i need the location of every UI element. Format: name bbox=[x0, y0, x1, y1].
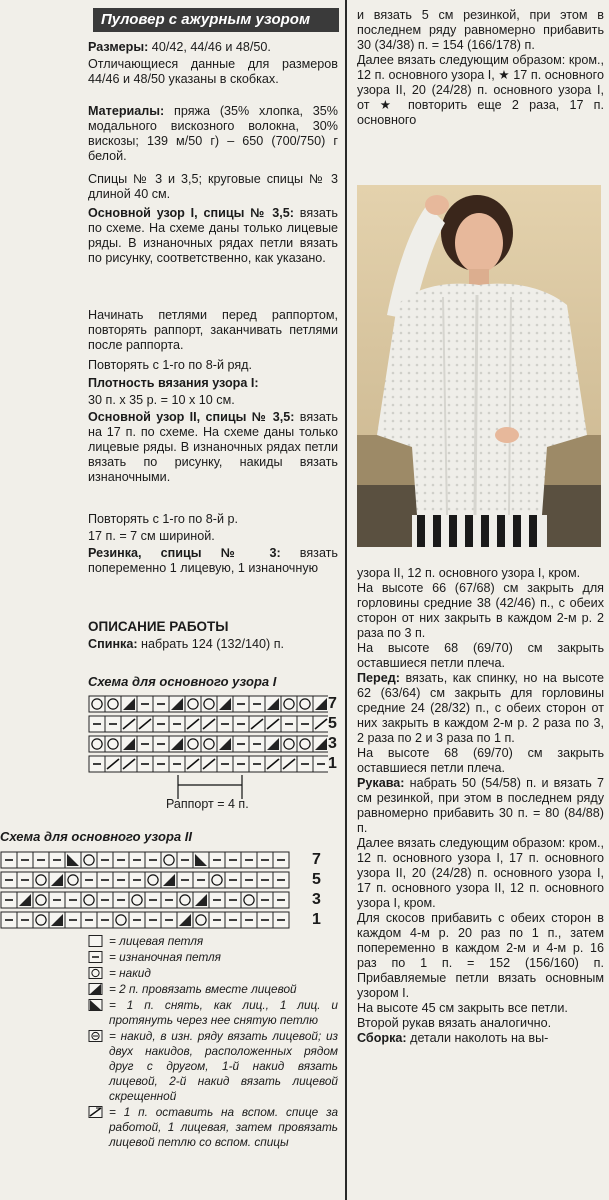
chart-cell bbox=[129, 872, 145, 888]
chart-cell bbox=[249, 716, 265, 732]
chart-cell bbox=[241, 852, 257, 868]
chart-cell bbox=[49, 892, 65, 908]
chart-cell bbox=[33, 852, 49, 868]
chart-cell bbox=[137, 756, 153, 772]
legend-item bbox=[88, 966, 338, 981]
left-paragraph bbox=[88, 172, 338, 202]
chart-cell bbox=[217, 716, 233, 732]
chart-cell bbox=[153, 696, 169, 712]
left-label: Резинка, спицы № 3: bbox=[88, 546, 281, 560]
left-text: 40/42, 44/46 и 48/50. bbox=[148, 40, 271, 54]
chart-cell bbox=[81, 872, 97, 888]
chart-cell bbox=[145, 872, 161, 888]
chart-cell bbox=[145, 892, 161, 908]
legend-text: = накид bbox=[109, 966, 151, 980]
chart-cell bbox=[121, 736, 137, 752]
right_top-paragraph bbox=[357, 53, 604, 128]
right_bottom-text: набрать 50 (54/58) п. и вязать 7 см резинкой, при этом в последнем ряду равномерно прибавить 30 п. = 80 (84/88) п. bbox=[357, 776, 604, 835]
right_bottom-text: Второй рукав вязать аналогично. bbox=[357, 1016, 552, 1030]
left-paragraph bbox=[88, 410, 338, 485]
chart-row-number: 3 bbox=[328, 735, 337, 752]
chart-cell bbox=[161, 852, 177, 868]
chart-cell bbox=[65, 892, 81, 908]
chart-cell bbox=[169, 736, 185, 752]
chart-cell bbox=[145, 852, 161, 868]
chart-cell bbox=[33, 912, 49, 928]
chart-cell bbox=[273, 912, 289, 928]
chart-cell bbox=[313, 756, 328, 772]
chart-row-number: 5 bbox=[328, 715, 337, 732]
chart-cell bbox=[225, 912, 241, 928]
chart-cell bbox=[241, 872, 257, 888]
left-paragraph bbox=[88, 546, 338, 576]
chart-row-number: 1 bbox=[312, 911, 321, 928]
chart-cell bbox=[193, 872, 209, 888]
left-text: 17 п. = 7 см шириной. bbox=[88, 529, 215, 543]
right_bottom-paragraph bbox=[357, 581, 604, 641]
right_bottom-paragraph bbox=[357, 641, 604, 671]
legend-text: = накид, в изн. ряду вязать лицевой; из двух накидов, расположенных рядом друг с другом, 1-й накид вязать лицевой, 2-й накид вязать лицевой скрещенной bbox=[109, 1029, 338, 1103]
left-paragraph bbox=[88, 376, 338, 391]
right_top-text: Далее вязать следующим образом: кром., 12 п. основного узора I, ★ 17 п. основного узора II, 20 (24/28) п. основного узора I, от ★ повторить еще 2 раза, 17 п. основного bbox=[357, 53, 604, 127]
chart-cell bbox=[105, 696, 121, 712]
left-paragraph bbox=[88, 57, 338, 87]
chart-cell bbox=[265, 736, 281, 752]
chart-cell bbox=[273, 872, 289, 888]
left-label: Основной узор I, спицы № 3,5: bbox=[88, 206, 294, 220]
right_bottom-text: Для скосов прибавить с обеих сторон в каждом 4-м р. 20 раз по 1 п., затем попеременно в каждом 2-м и 4-м р. 16 раз по 1 п. = 152 (156/160) п. Прибавляемые петли вязать основным узором I. bbox=[357, 911, 604, 1000]
chart-cell bbox=[249, 696, 265, 712]
chart-cell bbox=[257, 892, 273, 908]
chart-cell bbox=[65, 852, 81, 868]
chart-cell bbox=[113, 892, 129, 908]
chart-row-number: 7 bbox=[312, 851, 321, 868]
chart-cell bbox=[313, 716, 328, 732]
chart-cell bbox=[121, 696, 137, 712]
right_bottom-paragraph bbox=[357, 911, 604, 1001]
chart-cell bbox=[185, 696, 201, 712]
chart-cell bbox=[105, 756, 121, 772]
chart-cell bbox=[193, 892, 209, 908]
left-text: Начинать петлями перед раппортом, повторять раппорт, заканчивать петлями после раппорта. bbox=[88, 308, 338, 352]
chart-cell bbox=[217, 756, 233, 772]
chart-cell bbox=[97, 852, 113, 868]
right_bottom-text: На высоте 68 (69/70) см закрыть оставшиеся петли плеча. bbox=[357, 746, 604, 775]
right_bottom-text: Далее вязать следующим образом: кром., 12 п. основного узора I, 17 п. основного узора II, 20 (24/28) п. основного узора I, 17 п. основного узора II, 12 п. основного узора I, кром. bbox=[357, 836, 604, 910]
chart-cell bbox=[49, 852, 65, 868]
chart-cell bbox=[281, 696, 297, 712]
chart-cell bbox=[1, 852, 17, 868]
left-label: Плотность вязания узора I: bbox=[88, 376, 259, 390]
chart-cell bbox=[297, 696, 313, 712]
chart-cell bbox=[241, 892, 257, 908]
chart-cell bbox=[297, 736, 313, 752]
chart-cell bbox=[169, 756, 185, 772]
chart-cell bbox=[273, 852, 289, 868]
chart1-caption: Схема для основного узора I bbox=[88, 674, 277, 689]
legend-text: = 1 п. оставить на вспом. спице за работой, 1 лицевая, затем провязать лицевой петлю со вспом. спицы bbox=[109, 1105, 338, 1149]
model-photo bbox=[357, 185, 601, 547]
chart-cell bbox=[17, 912, 33, 928]
chart-cell bbox=[161, 872, 177, 888]
chart-cell bbox=[185, 736, 201, 752]
empty-icon bbox=[88, 935, 104, 947]
left-paragraph bbox=[88, 104, 338, 164]
chart-row-number: 3 bbox=[312, 891, 321, 908]
chart-cell bbox=[113, 852, 129, 868]
chart-cell bbox=[225, 852, 241, 868]
chart-cell bbox=[297, 756, 313, 772]
legend-text: = 2 п. провязать вместе лицевой bbox=[109, 982, 297, 996]
chart-cell bbox=[169, 716, 185, 732]
chart2-grid bbox=[0, 851, 305, 931]
chart-cell bbox=[81, 912, 97, 928]
chart-cell bbox=[89, 736, 105, 752]
right_top-paragraph bbox=[357, 8, 604, 53]
right_bottom-text: узора II, 12 п. основного узора I, кром. bbox=[357, 566, 581, 580]
chart-cell bbox=[153, 756, 169, 772]
right_bottom-paragraph bbox=[357, 746, 604, 776]
chart-cell bbox=[121, 716, 137, 732]
chart-cell bbox=[105, 716, 121, 732]
chart-cell bbox=[161, 912, 177, 928]
chart-cell bbox=[281, 736, 297, 752]
right_bottom-text: На высоте 68 (69/70) см закрыть оставшиеся петли плеча. bbox=[357, 641, 604, 670]
right_bottom-paragraph bbox=[357, 671, 604, 746]
right_bottom-text: На высоте 66 (67/68) см закрыть для горловины средние 38 (42/46) п., с обеих сторон от них закрыть в каждом 2-м р. 2 раза по 3 п. bbox=[357, 581, 604, 640]
chart-cell bbox=[177, 912, 193, 928]
chart-cell bbox=[209, 892, 225, 908]
left-paragraph bbox=[88, 512, 338, 527]
chart-cell bbox=[193, 912, 209, 928]
work-heading: ОПИСАНИЕ РАБОТЫ bbox=[88, 619, 229, 634]
legend-text: = лицевая петля bbox=[109, 934, 204, 948]
chart-cell bbox=[97, 912, 113, 928]
chart-cell bbox=[161, 892, 177, 908]
chart-cell bbox=[233, 716, 249, 732]
chart-cell bbox=[209, 872, 225, 888]
right-top-text bbox=[357, 8, 604, 128]
chart-row-number: 7 bbox=[328, 695, 337, 712]
chart-cell bbox=[257, 872, 273, 888]
right-column bbox=[351, 0, 609, 1200]
left-text: 30 п. х 35 р. = 10 х 10 см. bbox=[88, 393, 235, 407]
right_bottom-paragraph bbox=[357, 776, 604, 836]
chart-cell bbox=[257, 912, 273, 928]
chart-cell bbox=[33, 872, 49, 888]
left-text: Повторять с 1-го по 8-й р. bbox=[88, 512, 238, 526]
left-paragraph bbox=[88, 206, 338, 266]
chart-cell bbox=[233, 696, 249, 712]
right_bottom-paragraph bbox=[357, 836, 604, 911]
left-label: Размеры: bbox=[88, 40, 149, 54]
chart1-grid bbox=[88, 695, 328, 803]
chart-cell bbox=[137, 736, 153, 752]
chart-cell bbox=[297, 716, 313, 732]
right_bottom-label: Перед: bbox=[357, 671, 400, 685]
chart-cell bbox=[49, 912, 65, 928]
chart-cell bbox=[81, 892, 97, 908]
legend-item bbox=[88, 934, 338, 949]
tri-left-icon bbox=[88, 983, 104, 995]
chart-cell bbox=[201, 756, 217, 772]
right_bottom-text: На высоте 45 см закрыть все петли. bbox=[357, 1001, 568, 1015]
right_bottom-label: Сборка: bbox=[357, 1031, 407, 1045]
chart-cell bbox=[129, 912, 145, 928]
left-text: Спицы № 3 и 3,5; круговые спицы № 3 длиной 40 см. bbox=[88, 172, 338, 201]
chart-cell bbox=[217, 736, 233, 752]
model-photo-image bbox=[357, 185, 601, 547]
chart-cell bbox=[177, 872, 193, 888]
chart-cell bbox=[265, 696, 281, 712]
left-text: вязать по схеме. На схеме даны только лицевые ряды. В изнаночных рядах петли вязать по рисунку, соответственно, как указано. bbox=[88, 206, 338, 265]
left-text: пряжа (35% хлопка, 35% модального вискозного волокна, 30% вискозы; 139 м/50 г) – 650 (700/750) г белой. bbox=[88, 104, 338, 163]
circle-icon bbox=[88, 967, 104, 979]
left-paragraph bbox=[88, 393, 338, 408]
chart-cell bbox=[281, 756, 297, 772]
chart-cell bbox=[209, 912, 225, 928]
chart-cell bbox=[113, 912, 129, 928]
chart-cell bbox=[209, 852, 225, 868]
chart-cell bbox=[217, 696, 233, 712]
legend-item bbox=[88, 998, 338, 1028]
chart-cell bbox=[17, 852, 33, 868]
legend-text: = изнаночная петля bbox=[109, 950, 221, 964]
chart-cell bbox=[281, 716, 297, 732]
legend-item bbox=[88, 950, 338, 965]
left-text: вязать попеременно 1 лицевую, 1 изнаночную bbox=[88, 546, 338, 575]
right_bottom-paragraph bbox=[357, 1016, 604, 1031]
left-paragraph bbox=[88, 529, 338, 544]
chart-cell bbox=[1, 872, 17, 888]
chart-cell bbox=[257, 852, 273, 868]
chart-cell bbox=[233, 736, 249, 752]
chart-cell bbox=[49, 872, 65, 888]
chart-cell bbox=[17, 872, 33, 888]
dash-icon bbox=[88, 951, 104, 963]
chart-cell bbox=[225, 872, 241, 888]
left-paragraph bbox=[88, 40, 338, 55]
right-bottom-text bbox=[357, 566, 604, 1046]
chart-cell bbox=[89, 756, 105, 772]
chart-cell bbox=[129, 892, 145, 908]
chart-cell bbox=[97, 872, 113, 888]
right_bottom-label: Рукава: bbox=[357, 776, 405, 790]
left-text: Повторять с 1-го по 8-й ряд. bbox=[88, 358, 253, 372]
chart-cell bbox=[201, 736, 217, 752]
left-label: Основной узор II, спицы № 3,5: bbox=[88, 410, 295, 424]
chart-cell bbox=[137, 716, 153, 732]
chart2-caption: Схема для основного узора II bbox=[0, 829, 192, 844]
chart-cell bbox=[313, 696, 328, 712]
chart-cell bbox=[177, 892, 193, 908]
chart-cell bbox=[249, 756, 265, 772]
chart-cell bbox=[81, 852, 97, 868]
chart-cell bbox=[65, 912, 81, 928]
circle-dash-icon bbox=[88, 1030, 104, 1042]
back-paragraph bbox=[88, 637, 338, 652]
chart-cell bbox=[201, 716, 217, 732]
chart-cell bbox=[1, 912, 17, 928]
chart-cell bbox=[145, 912, 161, 928]
chart-cell bbox=[169, 696, 185, 712]
chart-cell bbox=[177, 852, 193, 868]
chart-cell bbox=[249, 736, 265, 752]
chart-cell bbox=[113, 872, 129, 888]
legend-text: = 1 п. снять, как лиц., 1 лиц. и протянуть через нее снятую петлю bbox=[109, 998, 338, 1027]
legend-item bbox=[88, 982, 338, 997]
left-text: вязать на 17 п. по схеме. На схеме даны только лицевые ряды. В изнаночных рядах петли вязать по рисунку, накиды вязать изнаночными. bbox=[88, 410, 338, 484]
chart-cell bbox=[137, 696, 153, 712]
right_bottom-text: детали наколоть на вы- bbox=[406, 1031, 549, 1045]
chart-cell bbox=[265, 716, 281, 732]
chart-cell bbox=[273, 892, 289, 908]
chart-cell bbox=[225, 892, 241, 908]
chart-cell bbox=[97, 892, 113, 908]
column-divider bbox=[345, 0, 347, 1200]
symbol-legend bbox=[88, 934, 338, 1151]
back-text: набрать 124 (132/140) п. bbox=[137, 637, 285, 651]
chart1-rapport: Раппорт = 4 п. bbox=[166, 797, 249, 811]
chart-cell bbox=[153, 736, 169, 752]
chart-cell bbox=[233, 756, 249, 772]
right_bottom-text: вязать, как спинку, но на высоте 62 (63/64) см закрыть для горловины средние 24 (28/32) п., с обеих сторон от них закрыть в каждом 2-м р. 2 раза по 3, 2 раза по 2 и 3 раза по 1 п. bbox=[357, 671, 604, 745]
chart-cell bbox=[153, 716, 169, 732]
chart-cell bbox=[1, 892, 17, 908]
chart-cell bbox=[65, 872, 81, 888]
left-text: Отличающиеся данные для размеров 44/46 и 48/50 указаны в скобках. bbox=[88, 57, 338, 86]
right_top-text: и вязать 5 см резинкой, при этом в последнем ряду равномерно прибавить 30 (34/38) п. = 154 (166/178) п. bbox=[357, 8, 604, 52]
tri-right-icon bbox=[88, 999, 104, 1011]
left-paragraph bbox=[88, 308, 338, 353]
chart-cell bbox=[201, 696, 217, 712]
chart-cell bbox=[33, 892, 49, 908]
right_bottom-paragraph bbox=[357, 1031, 604, 1046]
right_bottom-paragraph bbox=[357, 566, 604, 581]
cross-icon bbox=[88, 1106, 104, 1118]
chart-cell bbox=[105, 736, 121, 752]
right_bottom-paragraph bbox=[357, 1001, 604, 1016]
chart-row-number: 1 bbox=[328, 755, 337, 772]
back-label: Спинка: bbox=[88, 637, 138, 651]
chart-cell bbox=[89, 696, 105, 712]
legend-item bbox=[88, 1105, 338, 1150]
legend-item bbox=[88, 1029, 338, 1104]
chart-row-number: 5 bbox=[312, 871, 321, 888]
chart-cell bbox=[265, 756, 281, 772]
chart-cell bbox=[121, 756, 137, 772]
page-title: Пуловер с ажурным узором bbox=[93, 8, 339, 32]
chart-cell bbox=[129, 852, 145, 868]
chart-cell bbox=[241, 912, 257, 928]
left-label: Материалы: bbox=[88, 104, 165, 118]
chart-cell bbox=[185, 756, 201, 772]
chart-cell bbox=[89, 716, 105, 732]
chart1 bbox=[88, 695, 328, 807]
chart-cell bbox=[17, 892, 33, 908]
chart2 bbox=[0, 851, 305, 935]
chart-cell bbox=[313, 736, 328, 752]
chart-cell bbox=[185, 716, 201, 732]
left-paragraph bbox=[88, 358, 338, 373]
chart-cell bbox=[193, 852, 209, 868]
